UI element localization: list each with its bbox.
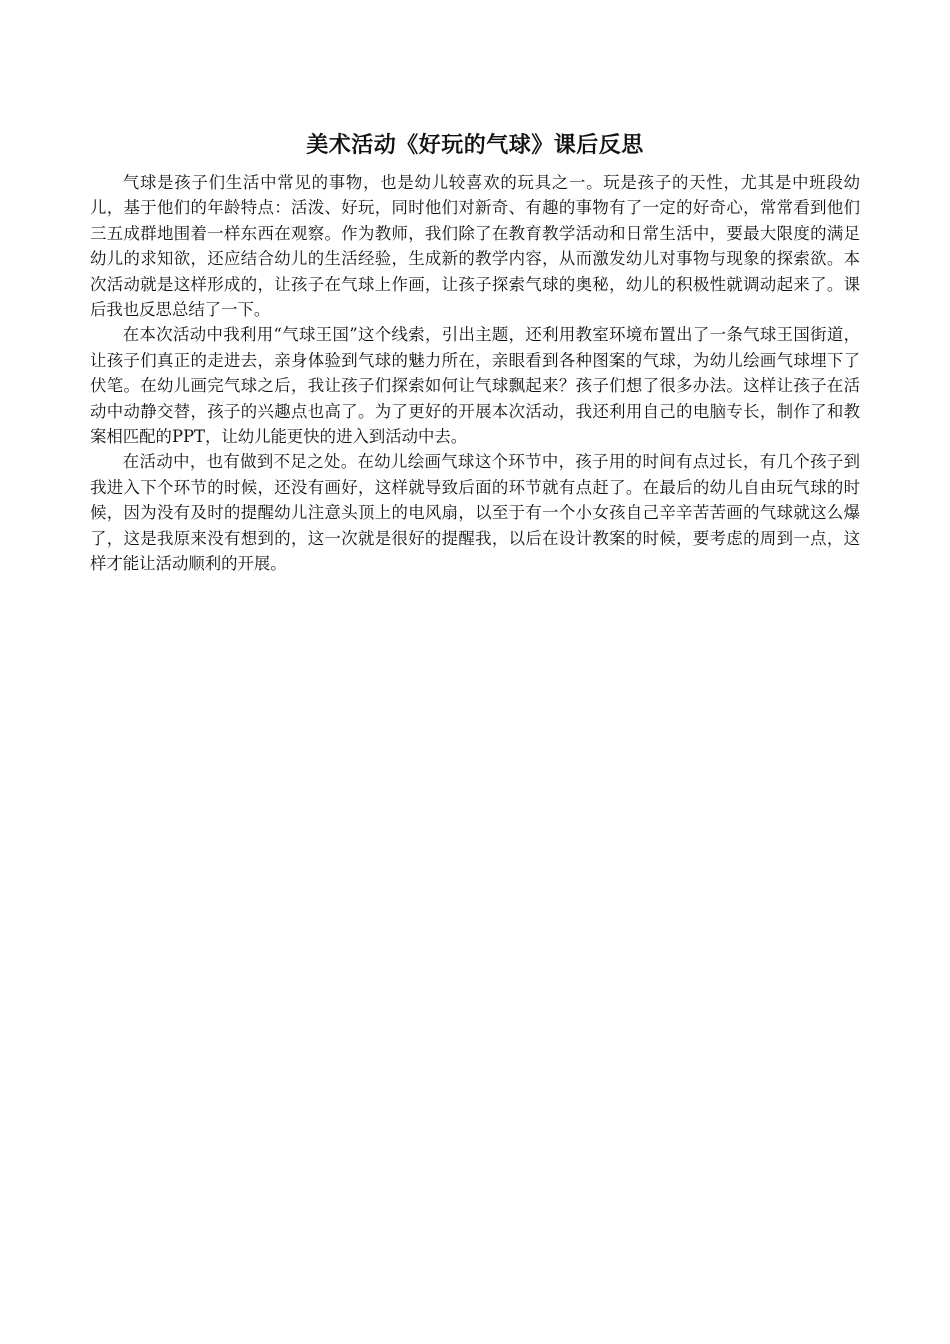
document-title: 美术活动《好玩的气球》课后反思 [306, 133, 644, 158]
paragraph-1: 气球是孩子们生活中常见的事物，也是幼儿较喜欢的玩具之一。玩是孩子的天性，尤其是中班段幼儿，基于他们的年龄特点：活泼、好玩，同时他们对新奇、有趣的事物有了一定的好奇心，常常看到他们三五成群地围着一样东西在观察。作为教师，我们除了在教育教学活动和日常生活中，要最大限度的满足幼儿的求知欲，还应结合幼儿的生活经验，生成新的教学内容，从而激发幼儿对事物与现象的探索欲。本次活动就是这样形成的，让孩子在气球上作画，让孩子探索气球的奥秘，幼儿的积极性就调动起来了。课后我也反思总结了一下。 [90, 173, 860, 320]
paragraph-3: 在活动中，也有做到不足之处。在幼儿绘画气球这个环节中，孩子用的时间有点过长，有几个孩子到我进入下个环节的时候，还没有画好，这样就导致后面的环节就有点赶了。在最后的幼儿自由玩气球的时候，因为没有及时的提醒幼儿注意头顶上的电风扇，以至于有一个小女孩自己辛辛苦苦画的气球就这么爆了，这是我原来没有想到的，这一次就是很好的提醒我，以后在设计教案的时候，要考虑的周到一点，这样才能让活动顺利的开展。 [90, 452, 860, 574]
paragraph-2: 在本次活动中我利用“气球王国”这个线索，引出主题，还利用教室环境布置出了一条气球王国街道，让孩子们真正的走进去，亲身体验到气球的魅力所在，亲眼看到各种图案的气球，为幼儿绘画气球埋下了伏笔。在幼儿画完气球之后，我让孩子们探索如何让气球飘起来？孩子们想了很多办法。这样让孩子在活动中动静交替，孩子的兴趣点也高了。为了更好的开展本次活动，我还利用自己的电脑专长，制作了和教案相匹配的PPT，让幼儿能更快的进入到活动中去。 [90, 325, 860, 447]
document-page [90, 128, 860, 577]
